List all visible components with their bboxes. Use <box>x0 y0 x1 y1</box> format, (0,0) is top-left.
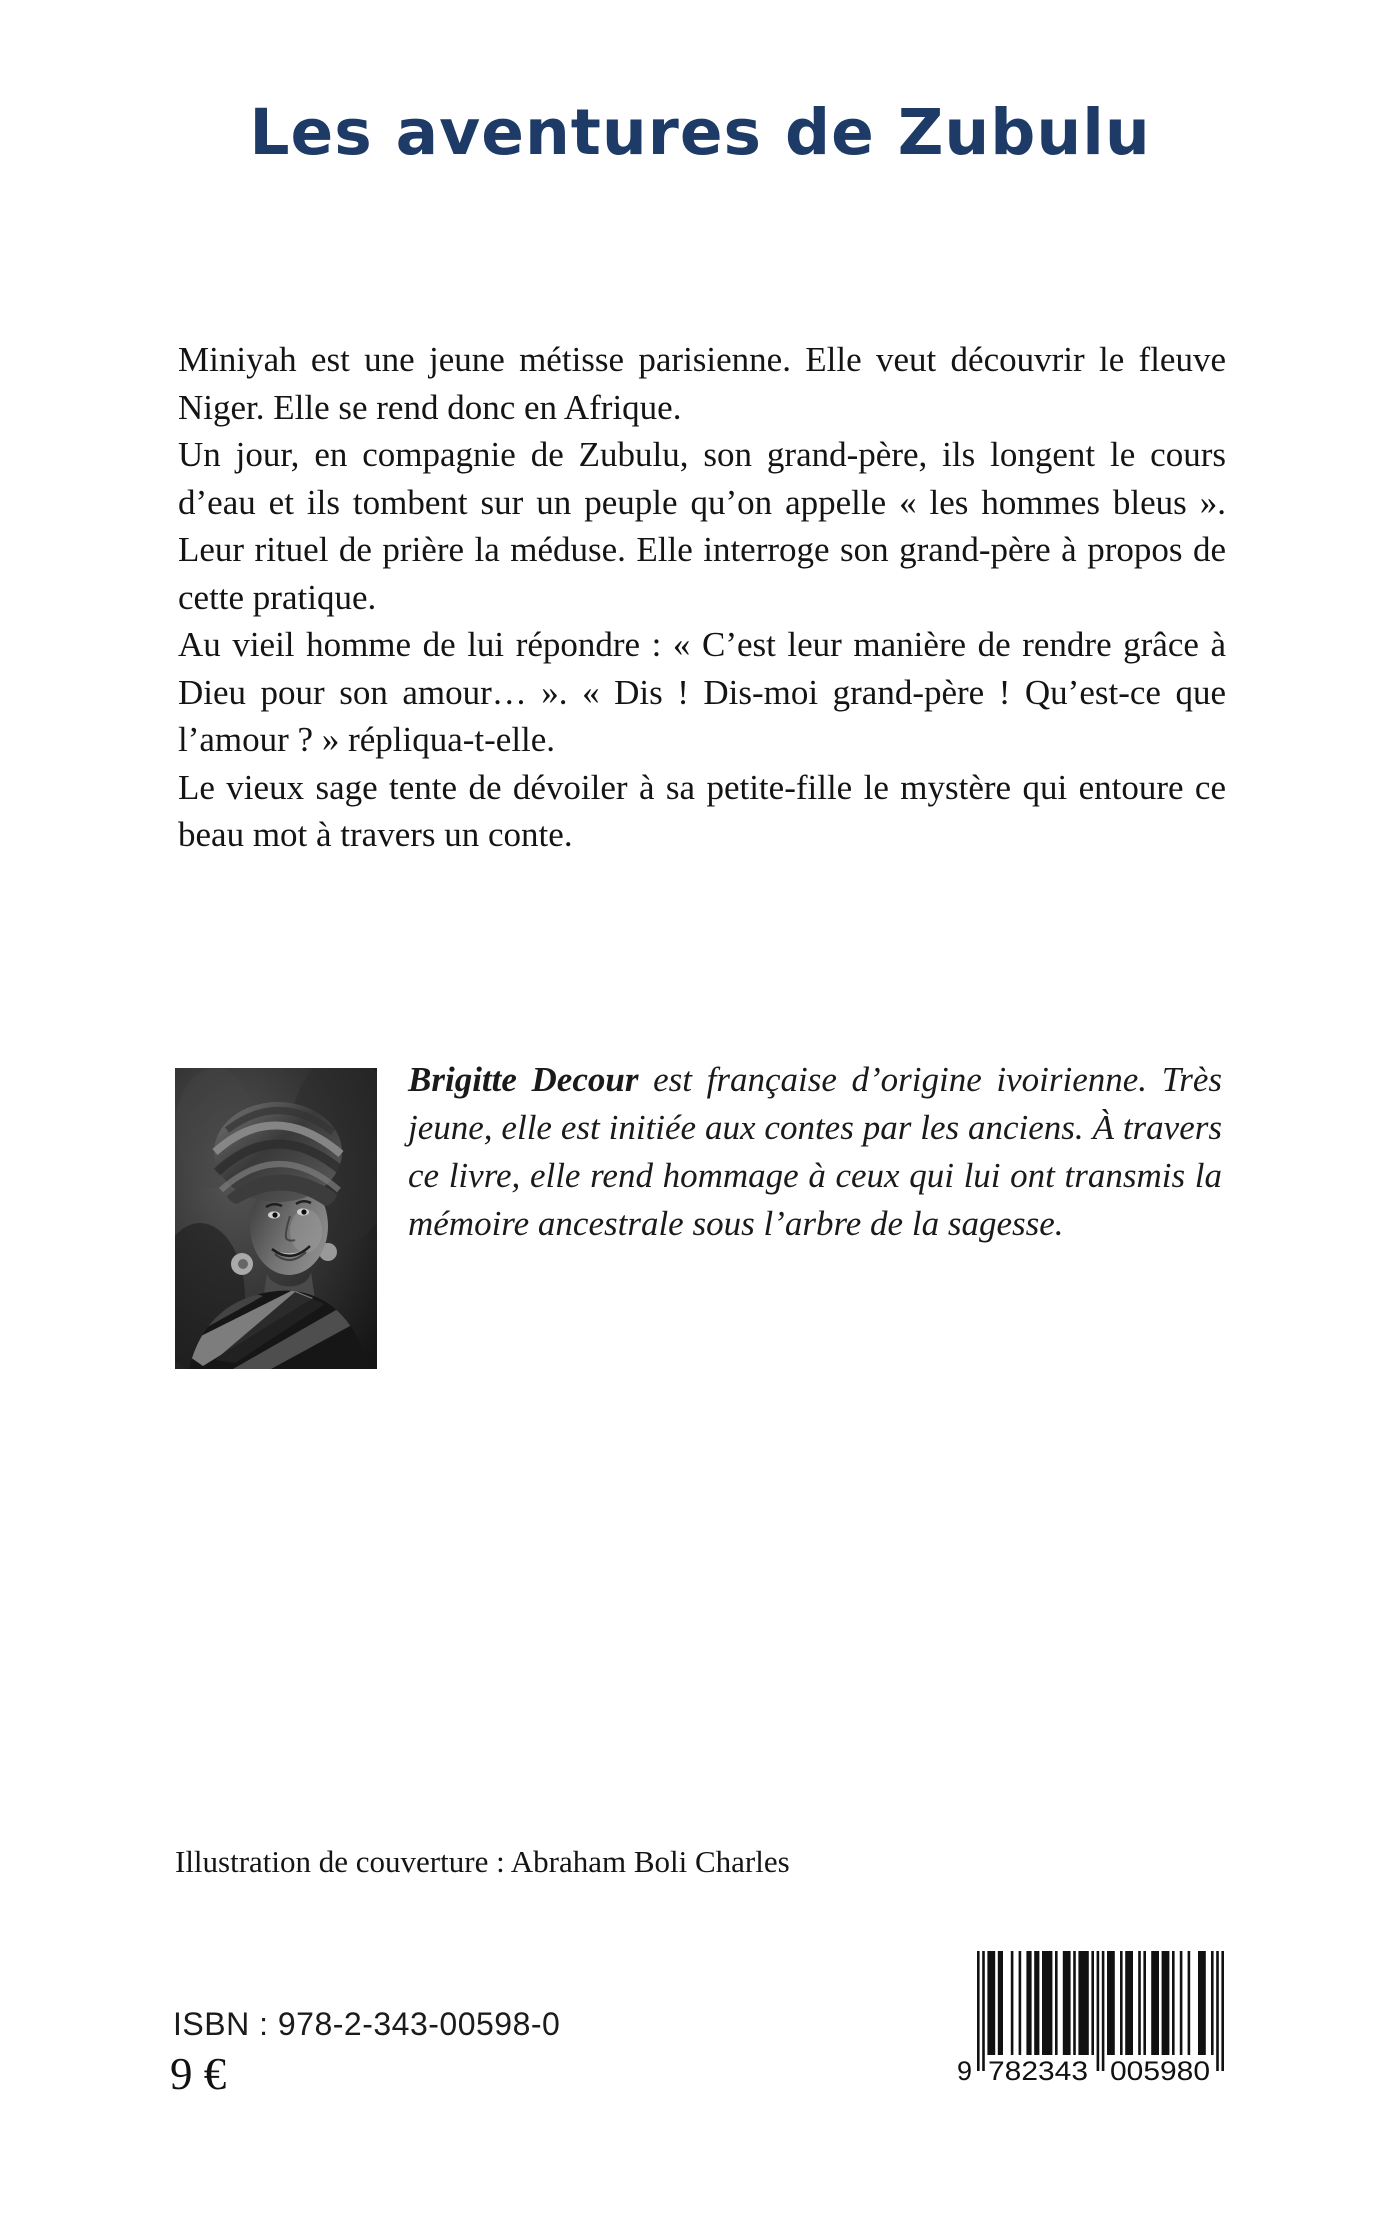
synopsis-paragraph-2: Un jour, en compagnie de Zubulu, son grand-père, ils longent le cours d’eau et ils tombent sur un peuple qu’on appelle « les hommes bleus ». Leur rituel de prière la méduse. Elle interroge son grand-père à propos de cette pratique. <box>178 435 1226 617</box>
synopsis-paragraph-1: Miniyah est une jeune métisse parisienne. Elle veut découvrir le fleuve Niger. Elle se rend donc en Afrique. <box>178 340 1226 427</box>
page-title: Les aventures de Zubulu <box>249 96 1151 169</box>
price-text: 9 € <box>170 2049 227 2099</box>
svg-text:005980: 005980 <box>1110 2056 1210 2083</box>
author-name: Brigitte Decour <box>408 1060 639 1099</box>
author-bio-text: est française d’origine ivoirienne. Très jeune, elle est initiée aux contes par les anciens. À travers ce livre, elle rend hommage à ceux qui lui ont transmis la mémoire ancestrale sous l’arbre de la sagesse. <box>408 1060 1222 1243</box>
ean13-barcode <box>950 1951 1228 2083</box>
illustration-credit: Illustration de couverture : Abraham Boli Charles <box>175 1844 790 1879</box>
synopsis-paragraph-4: Le vieux sage tente de dévoiler à sa petite-fille le mystère qui entoure ce beau mot à travers un conte. <box>178 767 1226 854</box>
author-bio <box>408 1056 1222 1248</box>
svg-text:9: 9 <box>956 2056 972 2083</box>
isbn-text: ISBN : 978-2-343-00598-0 <box>173 2006 561 2042</box>
synopsis-paragraph-3: Au vieil homme de lui répondre : « C’est leur manière de rendre grâce à Dieu pour son amour… ». « Dis ! Dis-moi grand-père ! Qu’est-ce que l’amour ? » répliqua-t-elle. <box>178 625 1226 759</box>
author-photo <box>175 1068 377 1369</box>
svg-text:782343: 782343 <box>988 2056 1088 2083</box>
synopsis <box>178 336 1226 859</box>
